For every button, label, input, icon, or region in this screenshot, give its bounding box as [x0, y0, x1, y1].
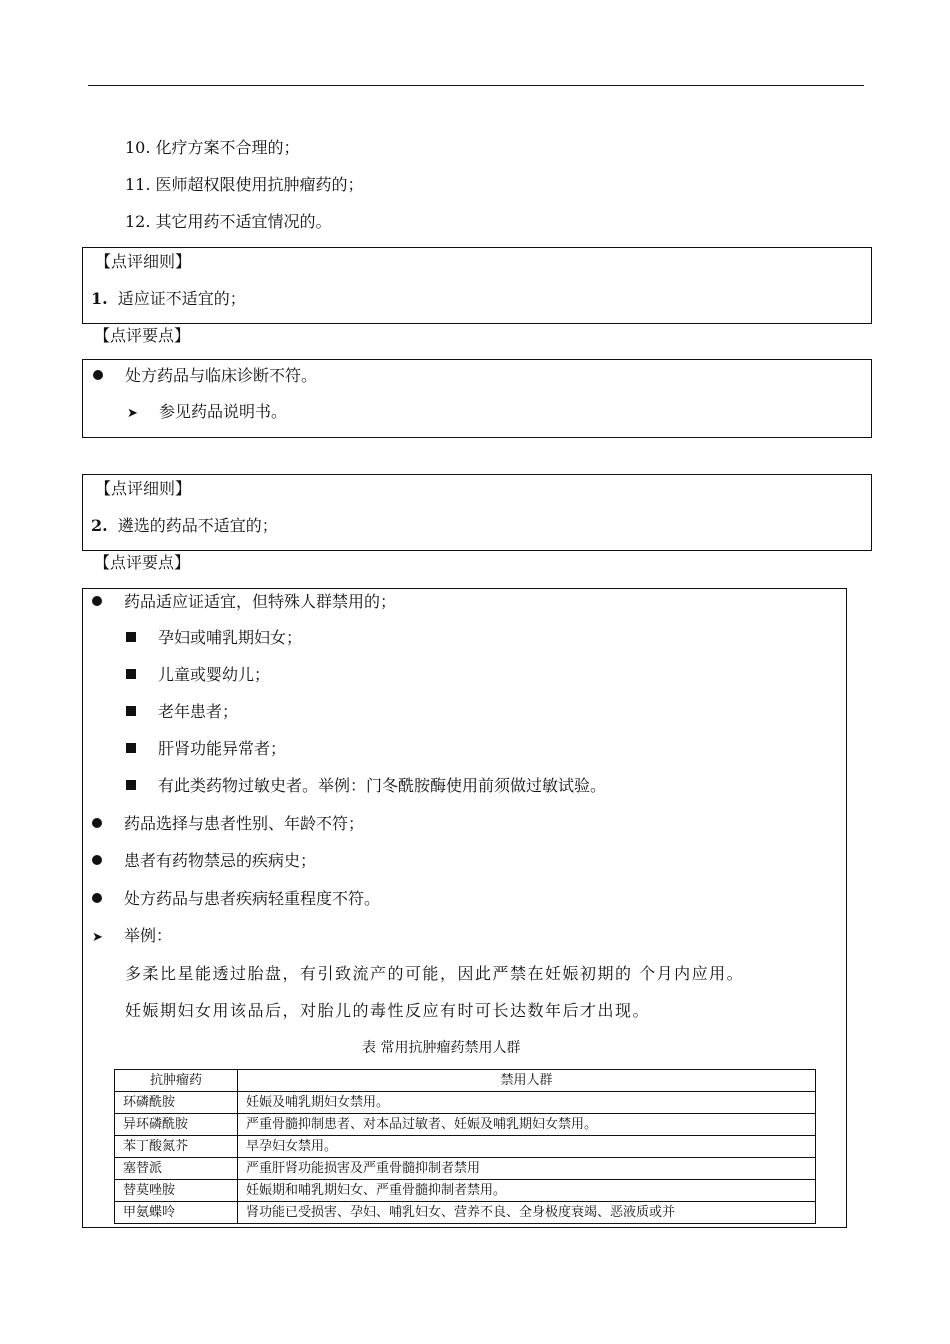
square-bullet-icon — [126, 669, 136, 679]
item-number: 12. — [125, 212, 151, 231]
square-bullet-icon — [126, 706, 136, 716]
detail-rule — [91, 516, 278, 536]
bullet-dot-icon — [92, 893, 102, 903]
detail-box-2 — [82, 474, 872, 551]
sub-item-text: 老年患者； — [158, 702, 239, 721]
square-bullet-icon — [126, 632, 136, 642]
detail-text: 适应证不适宜的； — [117, 289, 246, 308]
sub-item-5 — [126, 776, 606, 796]
sub-item-text: 孕妇或哺乳期妇女； — [158, 628, 303, 647]
detail-text: 遴选的药品不适宜的； — [117, 516, 278, 535]
intro-item-10 — [125, 138, 300, 158]
drug-cell: 苯丁酸氮芥 — [115, 1136, 238, 1158]
bullet-dot-icon — [93, 370, 103, 380]
population-cell: 妊娠期和哺乳期妇女、严重骨髓抑制者禁用。 — [238, 1180, 816, 1202]
point-sub-text: 参见药品说明书。 — [159, 402, 288, 421]
detail-title: 【点评细则】 — [95, 479, 192, 498]
bullet-dot-icon — [92, 855, 102, 865]
population-cell: 妊娠及哺乳期妇女禁用。 — [238, 1092, 816, 1114]
sub-item-4 — [126, 739, 286, 759]
point-bullet-main — [92, 592, 396, 612]
square-bullet-icon — [126, 743, 136, 753]
drug-cell: 替莫唑胺 — [115, 1180, 238, 1202]
point-text: 处方药品与临床诊断不符。 — [125, 366, 318, 385]
arrowhead-icon: ➤ — [92, 930, 103, 945]
table-row — [115, 1180, 816, 1202]
example-label — [92, 926, 172, 948]
sub-item-text: 肝肾功能异常者； — [158, 739, 287, 758]
table-row — [115, 1158, 816, 1180]
points-title-1: 【点评要点】 — [94, 326, 191, 345]
contraindication-table — [114, 1069, 816, 1224]
detail-rule — [91, 289, 246, 309]
population-cell: 严重肝肾功能损害及严重骨髓抑制者禁用 — [238, 1158, 816, 1180]
column-header-population: 禁用人群 — [238, 1070, 816, 1092]
drug-cell: 环磷酰胺 — [115, 1092, 238, 1114]
sub-item-2 — [126, 665, 270, 685]
bullet-dot-icon — [92, 818, 102, 828]
point-bullet-4 — [92, 889, 380, 909]
header-rule — [88, 85, 864, 86]
detail-number: 1. — [91, 289, 108, 308]
detail-number: 2. — [91, 516, 108, 535]
points-box-1 — [82, 359, 872, 438]
item-number: 10. — [125, 138, 151, 157]
population-cell: 早孕妇女禁用。 — [238, 1136, 816, 1158]
intro-item-11 — [125, 175, 364, 195]
table-row — [115, 1092, 816, 1114]
sub-item-3 — [126, 702, 238, 722]
point-bullet-2 — [92, 814, 364, 834]
example-line-2: 妊娠期妇女用该品后，对胎儿的毒性反应有时可长达数年后才出现。 — [125, 1001, 651, 1020]
table-header-row — [115, 1070, 816, 1092]
point-text: 处方药品与患者疾病轻重程度不符。 — [124, 889, 381, 908]
population-cell: 肾功能已受损害、孕妇、哺乳妇女、营养不良、全身极度衰竭、恶液质或并 — [238, 1202, 816, 1224]
example-label-text: 举例： — [124, 926, 173, 945]
sub-item-text: 儿童或婴幼儿； — [158, 665, 271, 684]
point-text: 药品选择与患者性别、年龄不符； — [124, 814, 365, 833]
arrowhead-icon: ➤ — [127, 406, 138, 421]
drug-cell: 甲氨蝶呤 — [115, 1202, 238, 1224]
column-header-drug: 抗肿瘤药 — [115, 1070, 238, 1092]
detail-title: 【点评细则】 — [95, 252, 192, 271]
table-row — [115, 1114, 816, 1136]
item-number: 11. — [125, 175, 151, 194]
drug-cell: 塞替派 — [115, 1158, 238, 1180]
table-row — [115, 1136, 816, 1158]
bullet-dot-icon — [92, 596, 102, 606]
point-bullet-3 — [92, 851, 316, 871]
population-cell: 严重骨髓抑制患者、对本品过敏者、妊娠及哺乳期妇女禁用。 — [238, 1114, 816, 1136]
point-bullet — [93, 366, 317, 386]
item-text: 化疗方案不合理的； — [155, 138, 300, 157]
sub-item-text: 有此类药物过敏史者。举例：门冬酰胺酶使用前须做过敏试验。 — [158, 776, 607, 795]
item-text: 其它用药不适宜情况的。 — [155, 212, 332, 231]
detail-box-1 — [82, 247, 872, 324]
drug-cell: 异环磷酰胺 — [115, 1114, 238, 1136]
table-caption: 表 常用抗肿瘤药禁用人群 — [362, 1040, 521, 1056]
example-line-1: 多柔比星能透过胎盘，有引致流产的可能，因此严禁在妊娠初期的 个月内应用。 — [125, 964, 745, 983]
point-text: 患者有药物禁忌的疾病史； — [124, 851, 317, 870]
point-sub — [127, 402, 287, 424]
square-bullet-icon — [126, 780, 136, 790]
point-text: 药品适应证适宜，但特殊人群禁用的； — [124, 592, 397, 611]
item-text: 医师超权限使用抗肿瘤药的； — [155, 175, 364, 194]
table-row — [115, 1202, 816, 1224]
points-title-2: 【点评要点】 — [94, 553, 191, 572]
intro-item-12 — [125, 212, 332, 232]
sub-item-1 — [126, 628, 302, 648]
